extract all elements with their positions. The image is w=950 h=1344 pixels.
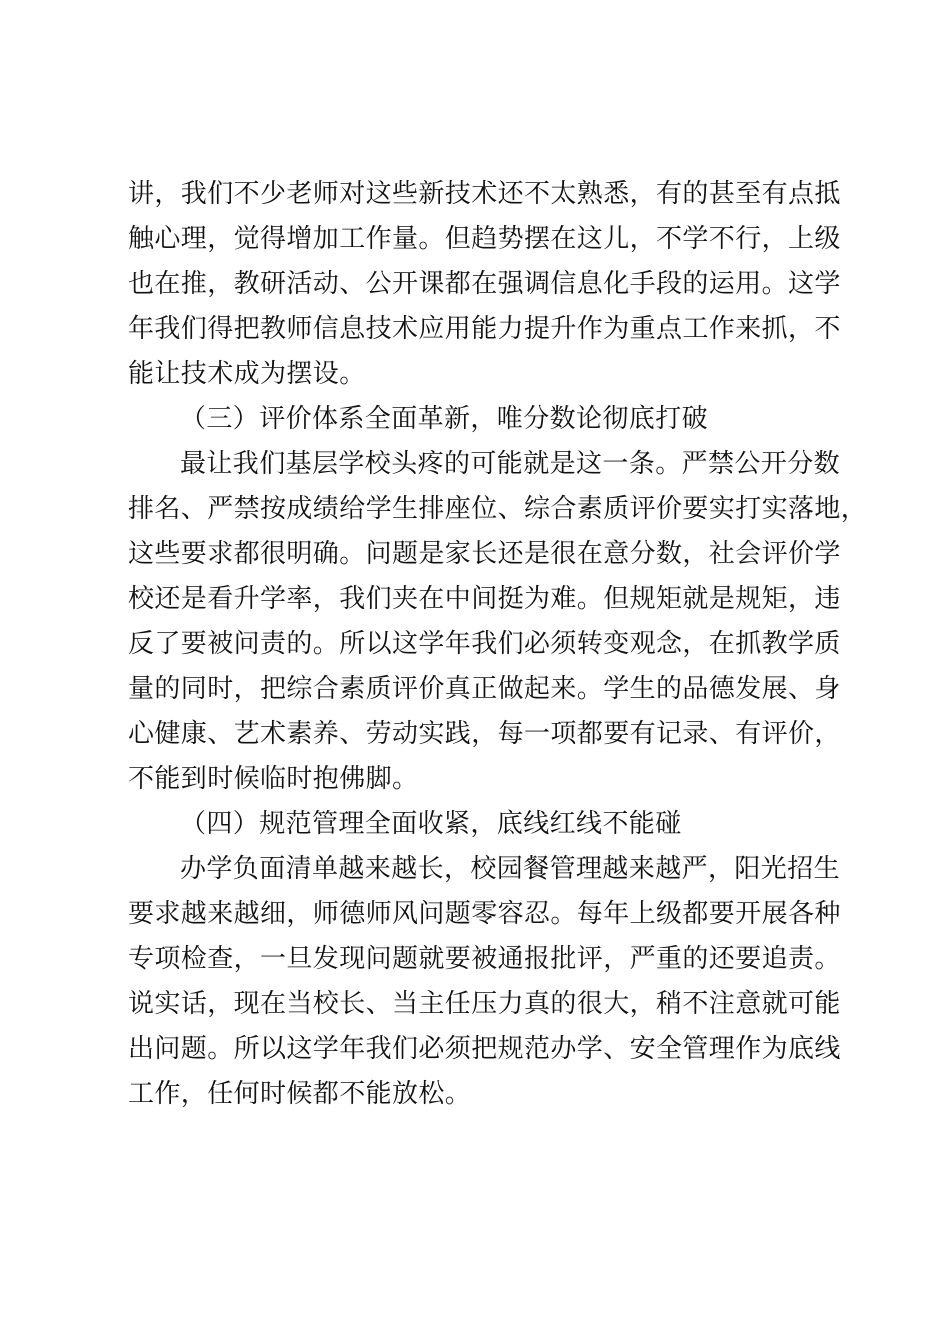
paragraph-line: 反了要被问责的。所以这学年我们必须转变观念，在抓教学质 — [128, 629, 841, 659]
paragraph-line: 专项检查，一旦发现问题就要被通报批评，严重的还要追责。 — [128, 944, 841, 974]
paragraph-line: 工作，任何时候都不能放松。 — [128, 1079, 472, 1109]
paragraph-line: 排名、严禁按成绩给学生排座位、综合素质评价要实打实落地， — [128, 494, 868, 524]
paragraph-line: 办学负面清单越来越长，校园餐管理越来越严，阳光招生 — [180, 854, 841, 884]
paragraph-line: 年我们得把教师信息技术应用能力提升作为重点工作来抓，不 — [128, 314, 841, 344]
paragraph-line: 量的同时，把综合素质评价真正做起来。学生的品德发展、身 — [128, 674, 841, 704]
paragraph-line: 触心理，觉得增加工作量。但趋势摆在这儿，不学不行，上级 — [128, 224, 841, 254]
document-body — [128, 172, 868, 1117]
paragraph-line: 也在推，教研活动、公开课都在强调信息化手段的运用。这学 — [128, 269, 841, 299]
paragraph-line: 校还是看升学率，我们夹在中间挺为难。但规矩就是规矩，违 — [128, 584, 841, 614]
paragraph-line: 要求越来越细，师德师风问题零容忍。每年上级都要开展各种 — [128, 899, 841, 929]
paragraph-line: 讲，我们不少老师对这些新技术还不太熟悉，有的甚至有点抵 — [128, 179, 841, 209]
paragraph-line: 出问题。所以这学年我们必须把规范办学、安全管理作为底线 — [128, 1034, 841, 1064]
paragraph-line: 最让我们基层学校头疼的可能就是这一条。严禁公开分数 — [180, 449, 841, 479]
section-heading-4: （四）规范管理全面收紧，底线红线不能碰 — [180, 809, 682, 839]
paragraph-line: 这些要求都很明确。问题是家长还是很在意分数，社会评价学 — [128, 539, 841, 569]
paragraph-line: 不能到时候临时抱佛脚。 — [128, 764, 419, 794]
section-heading-3: （三）评价体系全面革新，唯分数论彻底打破 — [180, 404, 709, 434]
paragraph-line: 说实话，现在当校长、当主任压力真的很大，稍不注意就可能 — [128, 989, 841, 1019]
paragraph-line: 能让技术成为摆设。 — [128, 359, 366, 389]
paragraph-line: 心健康、艺术素养、劳动实践，每一项都要有记录、有评价， — [128, 719, 841, 749]
